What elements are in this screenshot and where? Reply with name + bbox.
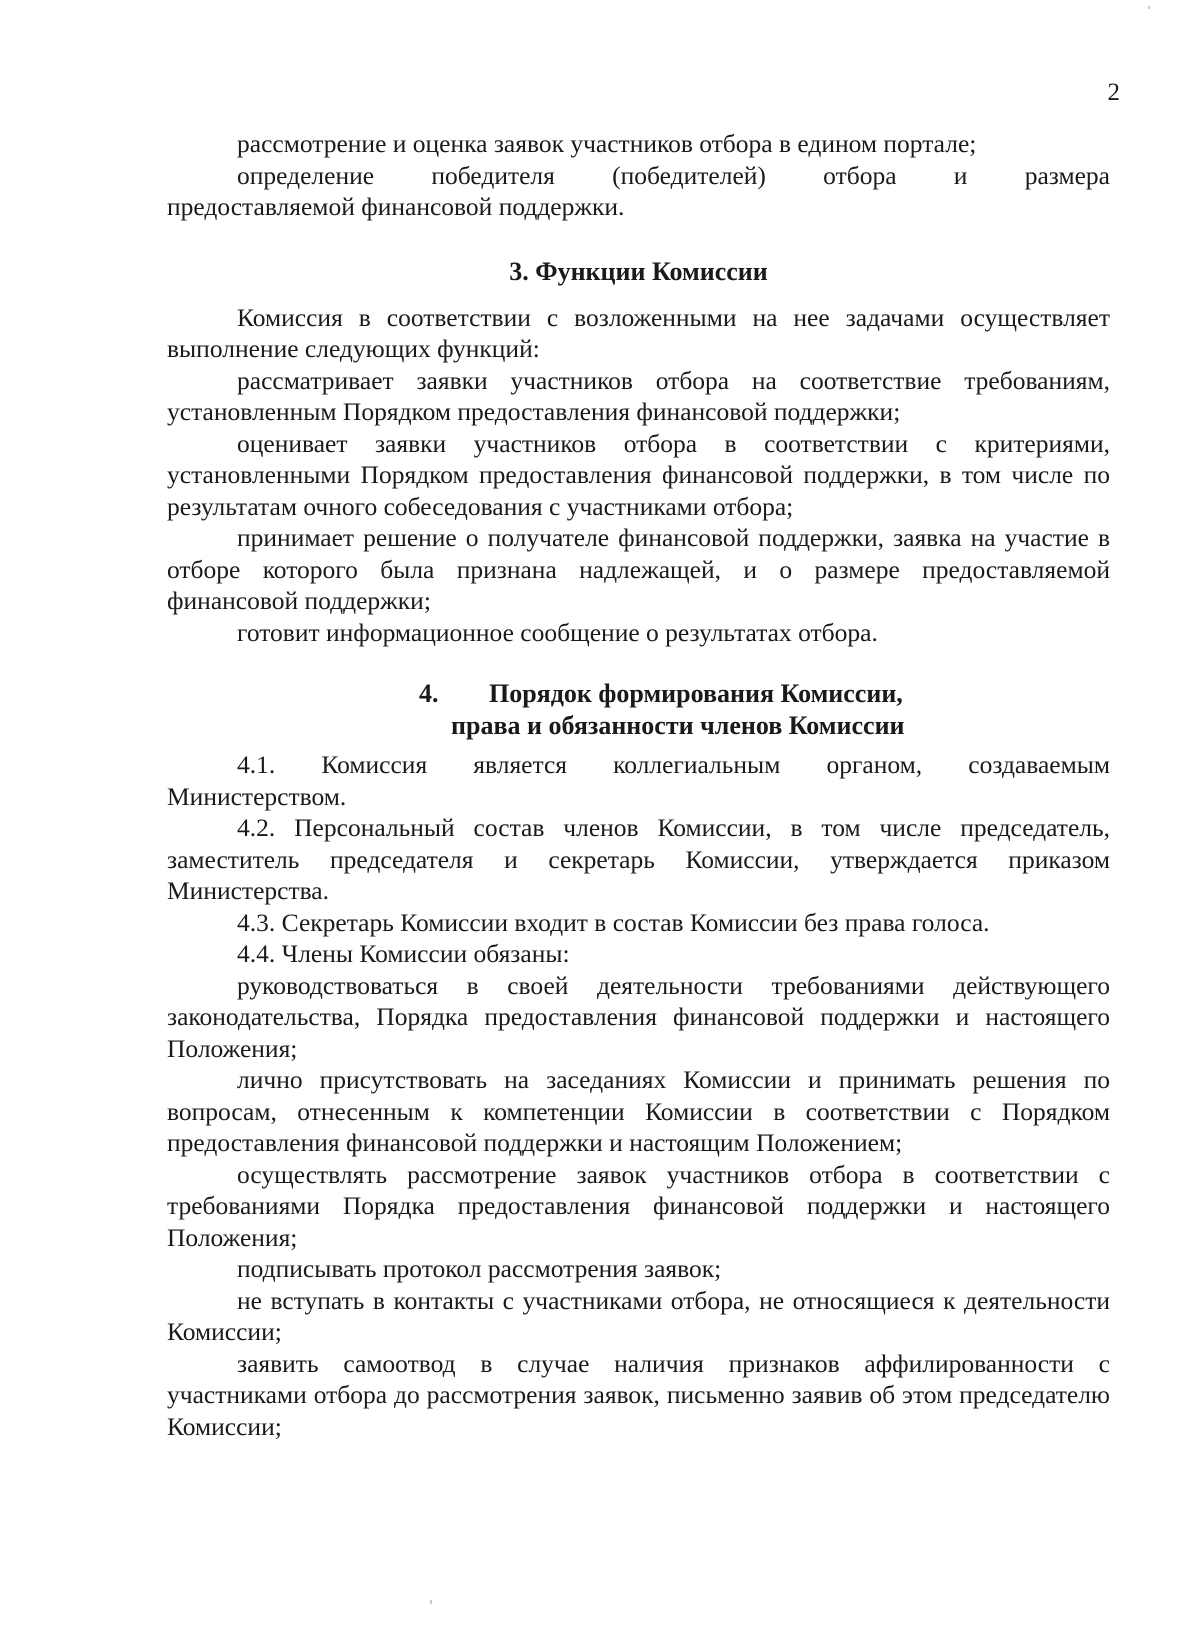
section-4-title-line1 [167, 678, 1110, 710]
section-4-title-line2: права и обязанности членов Комиссии [451, 711, 905, 740]
section-4-paragraph: не вступать в контакты с участниками отбора, не относящиеся к деятельности Комиссии; [167, 1285, 1110, 1346]
clause-4-1-continued: Министерством. [167, 781, 347, 811]
section-3-paragraph: Комиссия в соответствии с возложенными на нее задачами осуществляет выполнение следующих функций: [167, 302, 1110, 363]
section-3-paragraph: принимает решение о получателе финансовой поддержки, заявка на участие в отборе которого была признана надлежащей, и о размере предоставляемой финансовой поддержки; [167, 523, 1110, 615]
section-4-paragraph: заявить самоотвод в случае наличия признаков аффилированности с участниками отбора до рассмотрения заявок, письменно заявив об этом председателю Комиссии; [167, 1348, 1110, 1441]
section-3-body [167, 302, 1110, 649]
page-number: 2 [1107, 79, 1120, 106]
section-4-paragraph: руководствоваться в своей деятельности требованиями действующего законодательства, Порядка предоставления финансовой поддержки и настоящего Положения; [167, 970, 1110, 1063]
section-4-paragraph: 4.2. Персональный состав членов Комиссии, в том числе председатель, заместитель председателя и секретарь Комиссии, утверждается приказом Министерства. [167, 813, 1110, 905]
document-body [167, 128, 1110, 1442]
intro-line-portal: рассмотрение и оценка заявок участников отбора в едином портале; [237, 129, 977, 158]
scan-mark [1148, 6, 1150, 9]
section-4-paragraph: 4.3. Секретарь Комиссии входит в состав Комиссии без права голоса. [237, 907, 990, 937]
section-4-paragraph: осуществлять рассмотрение заявок участников отбора в соответствии с требованиями Порядка предоставления финансовой поддержки и настоящего Положения; [167, 1159, 1110, 1252]
section-4-title-text: Порядок формирования Комиссии, [489, 679, 903, 708]
scan-mark [430, 1600, 432, 1604]
section-3-title: 3. Функции Комиссии [509, 256, 768, 286]
section-4-title [167, 678, 1110, 742]
section-3-paragraph: оценивает заявки участников отбора в соответствии с критериями, установленными Порядком предоставления финансовой поддержки, в том числе по результатам очного собеседования с участниками отбора; [167, 428, 1110, 521]
section-3-paragraph: готовит информационное сообщение о результатах отбора. [237, 617, 878, 647]
section-4-number: 4. [419, 679, 439, 708]
section-3-paragraph: рассматривает заявки участников отбора на соответствие требованиям, установленным Порядком предоставления финансовой поддержки; [167, 365, 1110, 426]
section-4-paragraph: лично присутствовать на заседаниях Комиссии и принимать решения по вопросам, отнесенным к компетенции Комиссии в соответствии с Порядком предоставления финансовой поддержки и настоящим Положением; [167, 1065, 1110, 1157]
section-4-paragraph: 4.4. Члены Комиссии обязаны: [237, 939, 570, 968]
section-4-body [167, 749, 1110, 1442]
section-4-paragraph: подписывать протокол рассмотрения заявок; [237, 1254, 722, 1283]
clause-4-1: 4.1. Комиссия является коллегиальным органом, создаваемым [237, 750, 1110, 779]
intro-line-winner: определение победителя (победителей) отбора и размера [237, 160, 1110, 190]
intro-line-support: предоставляемой финансовой поддержки. [167, 192, 625, 221]
